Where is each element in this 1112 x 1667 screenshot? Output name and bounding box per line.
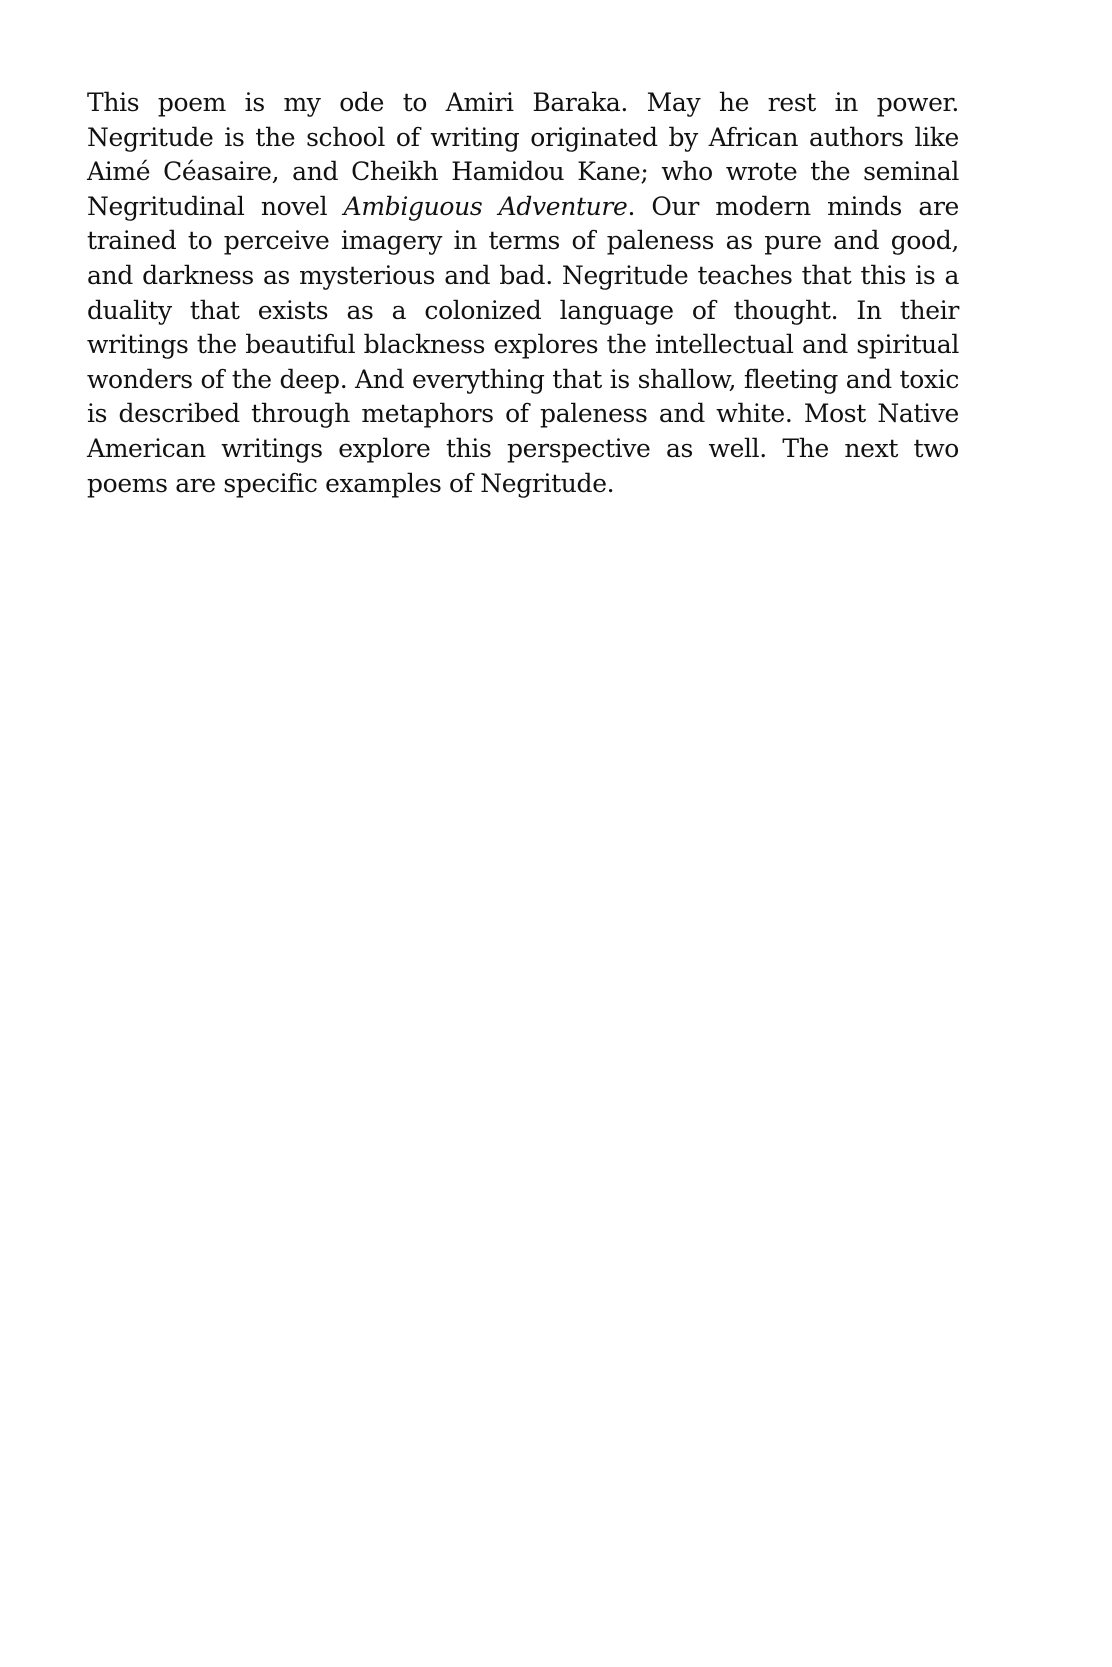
book-title-italic: Ambiguous Adventure: [343, 191, 628, 221]
paragraph-text-part-2: . Our modern minds are trained to perceive imagery in terms of paleness as pure and good, and darkness as mysterious and bad. Negritude teaches that this is a duality that exists as a colonized language of thought. In their writings the beautiful blackness explores the intellectual and spiritual wonders of the deep. And everything that is shallow, fleeting and toxic is described through metaphors of paleness and white. Most Native American writings explore this perspective as well. The next two poems are specific examples of Negritude.: [87, 191, 959, 498]
paragraph-text-part-1: This poem is my ode to Amiri Baraka. May he rest in power. Negritude is the school of writing originated by African authors like Aimé Céasaire, and Cheikh Hamidou Kane; who wrote the seminal Negritudinal novel: [87, 88, 959, 221]
body-paragraph: [87, 86, 959, 501]
